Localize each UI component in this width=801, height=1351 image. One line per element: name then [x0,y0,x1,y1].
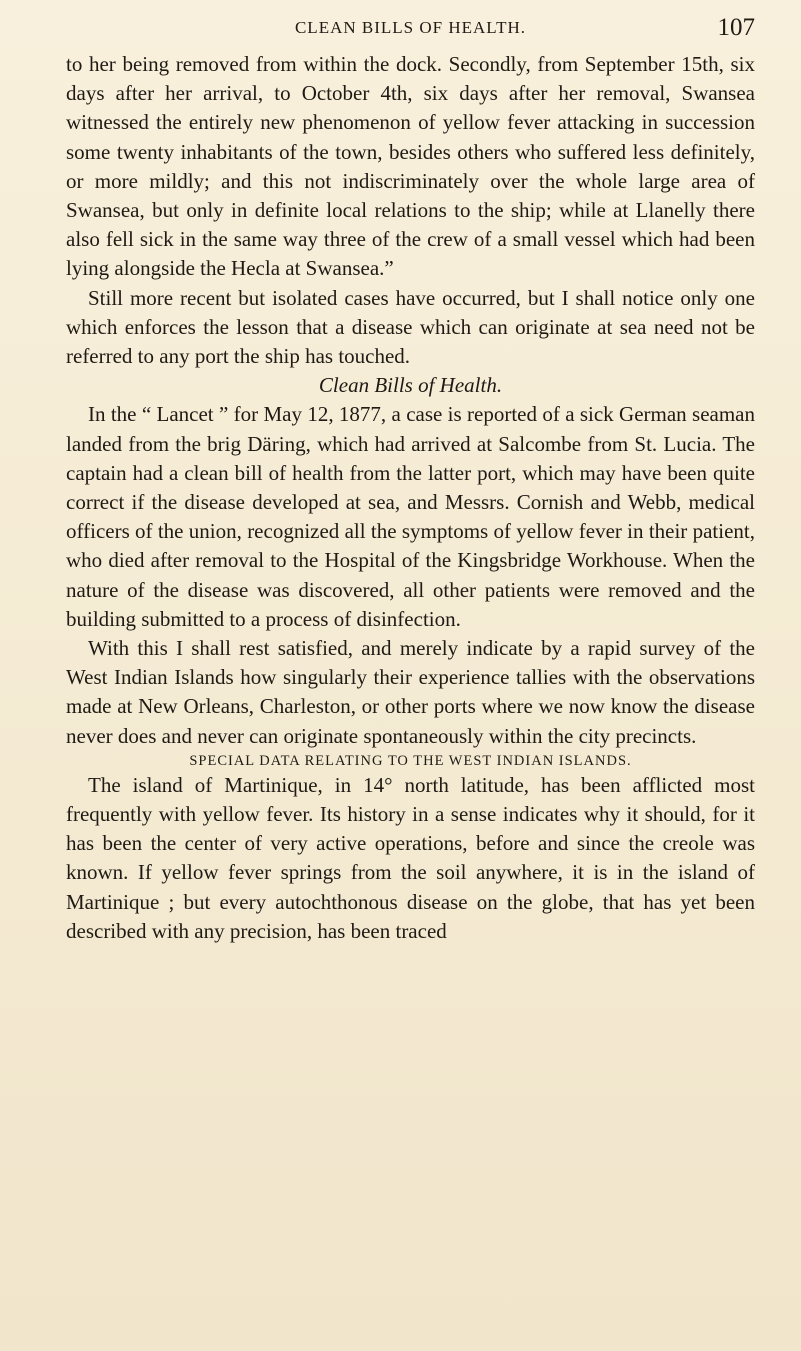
paragraph-martinique: The island of Martinique, in 14° north latitude, has been afflicted most frequently with yellow fever. Its history in a sense indicates why it should, for it has been the center of very active operations, before and since the creole was known. If yellow fever springs from the soil anywhere, it is in the island of Martinique ; but every autochthonous disease on the globe, that has yet been described with any precision, has been traced [66,772,755,943]
section-heading-west-indian: SPECIAL DATA RELATING TO THE WEST INDIAN ISLANDS. [189,752,632,769]
paragraph-recent-cases: Still more recent but isolated cases have occurred, but I shall notice only one which enforces the lesson that a disease which can originate at sea need not be referred to any port the ship has touched. [66,285,755,369]
body-text [66,50,755,946]
paragraph-continuation: to her being removed from within the dock. Secondly, from September 15th, six days after her arrival, to October 4th, six days after her removal, Swansea witnessed the entirely new phenomenon of yellow fever attacking in succession some twenty inhabitants of the town, besides others who suffered less definitely, or more mildly; and this not indiscriminately over the whole large area of Swansea, but only in definite local relations to the ship; while at Llanelly there also fell sick in the same way three of the crew of a small vessel which had been lying alongside the Hecla at Swansea.” [66,52,755,281]
running-head [66,14,755,42]
running-title: CLEAN BILLS OF HEALTH. [294,18,527,37]
paragraph-west-indian-survey: With this I shall rest satisfied, and merely indicate by a rapid survey of the West Indian Islands how singularly their experience tallies with the observations made at New Orleans, Charleston, or other ports where we now know the disease never does and never can originate spontaneously within the city precincts. [66,636,755,748]
subheading-clean-bills: Clean Bills of Health. [318,373,503,398]
paragraph-lancet-case: In the “ Lancet ” for May 12, 1877, a case is reported of a sick German seaman landed from the brig Däring, which had arrived at Salcombe from St. Lucia. The captain had a clean bill of health from the latter port, which may have been quite correct if the disease developed at sea, and Messrs. Cornish and Webb, medical officers of the union, recognized all the symptoms of yellow fever in their patient, who died after removal to the Hospital of the Kingsbridge Workhouse. When the nature of the disease was discovered, all other patients were removed and the building submitted to a process of disinfection. [66,402,755,631]
page-number: 107 [717,14,755,41]
